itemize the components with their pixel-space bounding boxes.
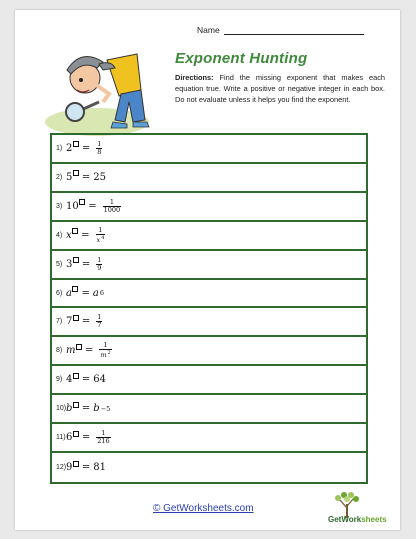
- name-label: Name: [197, 25, 220, 35]
- exponent-answer-box[interactable]: [73, 373, 79, 379]
- problem-row: [52, 395, 366, 424]
- logo-text: GetWorksheets: [328, 515, 387, 524]
- equals-sign: =: [81, 142, 91, 154]
- explorer-illustration: [37, 40, 165, 140]
- exponent-answer-box[interactable]: [73, 431, 79, 437]
- problem-number: 8): [56, 347, 63, 355]
- equation-base: 9: [66, 462, 73, 474]
- equation-base: x: [66, 229, 72, 241]
- name-field[interactable]: [197, 25, 364, 35]
- equation-base: b: [66, 403, 73, 415]
- fraction: [96, 430, 110, 445]
- fraction-denominator: 9: [97, 263, 102, 272]
- fraction-denominator: 7: [97, 321, 102, 330]
- problem-box: [50, 133, 368, 484]
- fraction: [96, 257, 102, 272]
- equals-sign: =: [81, 316, 91, 328]
- exponent-answer-box[interactable]: [76, 344, 82, 350]
- equation-base: 6: [66, 432, 73, 444]
- equals-sign: =: [81, 229, 90, 241]
- exponent-answer-box[interactable]: [73, 170, 79, 176]
- equals-sign: =: [81, 287, 90, 299]
- problem-number: 7): [56, 318, 63, 326]
- problem-row: [52, 424, 366, 453]
- fraction: [96, 227, 106, 244]
- problem-equation: [66, 342, 112, 359]
- problem-equation: [66, 403, 110, 414]
- equals-sign: =: [81, 171, 91, 183]
- result-exponent: −5: [100, 404, 111, 413]
- equals-sign: =: [81, 403, 91, 415]
- exponent-answer-box[interactable]: [73, 461, 79, 467]
- worksheet-title: Exponent Hunting: [175, 50, 308, 67]
- equals-sign: =: [81, 258, 91, 270]
- problem-number: 6): [56, 289, 63, 297]
- problem-row: [52, 453, 366, 482]
- problem-row: [52, 164, 366, 193]
- problem-number: 1): [56, 144, 63, 152]
- problem-row: [52, 309, 366, 338]
- problem-equation: [66, 430, 111, 445]
- fraction-denominator: 8: [97, 147, 102, 156]
- fraction: [103, 199, 122, 214]
- worksheet-page: [15, 10, 400, 530]
- problem-row: [52, 222, 366, 251]
- problem-row: [52, 337, 366, 366]
- problem-equation: [66, 462, 106, 473]
- fraction: [96, 141, 102, 156]
- exponent-answer-box[interactable]: [73, 315, 79, 321]
- exponent-answer-box[interactable]: [72, 286, 78, 292]
- equation-base: 3: [66, 258, 73, 270]
- fraction-numerator: 1: [109, 197, 114, 206]
- problem-number: 9): [56, 376, 63, 384]
- problem-number: 5): [56, 260, 63, 268]
- directions-label: Directions:: [175, 73, 214, 82]
- equals-sign: =: [81, 432, 91, 444]
- fraction-denominator: $m^2$: [100, 350, 111, 360]
- footer-link[interactable]: © GetWorksheets.com: [153, 503, 254, 514]
- exponent-answer-box[interactable]: [73, 257, 79, 263]
- result-exponent: 6: [99, 289, 104, 298]
- fraction-numerator: 1: [101, 429, 106, 438]
- equation-base: 5: [66, 171, 73, 183]
- equation-base: 10: [66, 200, 79, 212]
- problem-equation: [66, 172, 106, 183]
- equation-base: 2: [66, 142, 73, 154]
- problem-equation: [66, 227, 105, 244]
- problem-number: 11): [56, 434, 66, 442]
- fraction-numerator: 1: [97, 313, 102, 322]
- problem-row: [52, 135, 366, 164]
- directions-body: Find the missing exponent that makes each equation true. Write a positive or negative integer in each box. Do not evaluate unless it helps you find the exponent.: [175, 73, 385, 104]
- problem-row: [52, 251, 366, 280]
- equals-sign: =: [81, 374, 91, 386]
- equation-result: 64: [93, 374, 106, 386]
- fraction-denominator: 1000: [103, 205, 121, 214]
- problem-equation: [66, 374, 106, 385]
- fraction-numerator: 1: [97, 139, 102, 148]
- problem-number: 10): [56, 405, 67, 413]
- problem-equation: [66, 141, 102, 156]
- denominator-exponent: 2: [107, 350, 111, 357]
- problem-number: 4): [56, 231, 63, 239]
- denominator-exponent: 4: [101, 234, 105, 241]
- fraction-denominator: $x^4$: [96, 234, 105, 244]
- equation-result: 25: [93, 171, 106, 183]
- directions-text: [175, 72, 385, 105]
- problem-equation: [66, 288, 104, 299]
- problem-number: 3): [56, 202, 63, 210]
- problem-number: 12): [56, 464, 67, 472]
- fraction-numerator: 1: [103, 341, 108, 350]
- problem-equation: [66, 257, 102, 272]
- fraction-denominator: 216: [97, 437, 110, 446]
- equation-base: m: [66, 345, 76, 357]
- name-line[interactable]: [224, 34, 364, 35]
- equation-base: 7: [66, 316, 73, 328]
- equals-sign: =: [81, 462, 91, 474]
- problem-row: [52, 280, 366, 309]
- problem-equation: [66, 314, 102, 329]
- equation-base: 4: [66, 374, 73, 386]
- problem-row: [52, 193, 366, 222]
- problem-row: [52, 366, 366, 395]
- fraction-numerator: 1: [97, 255, 102, 264]
- equation-result: 81: [93, 462, 106, 474]
- equation-base: a: [66, 287, 72, 299]
- exponent-answer-box[interactable]: [73, 402, 79, 408]
- fraction: [99, 342, 111, 359]
- equals-sign: =: [88, 200, 97, 212]
- problem-equation: [66, 199, 121, 214]
- equation-result: b: [93, 403, 100, 415]
- equals-sign: =: [84, 345, 94, 357]
- tree-logo-icon: [323, 492, 395, 530]
- fraction: [96, 314, 102, 329]
- equation-result: a: [92, 287, 99, 299]
- exponent-answer-box[interactable]: [72, 228, 78, 234]
- fraction-numerator: 1: [98, 225, 103, 234]
- exponent-answer-box[interactable]: [73, 141, 79, 147]
- exponent-answer-box[interactable]: [79, 199, 85, 205]
- problem-number: 2): [56, 173, 63, 181]
